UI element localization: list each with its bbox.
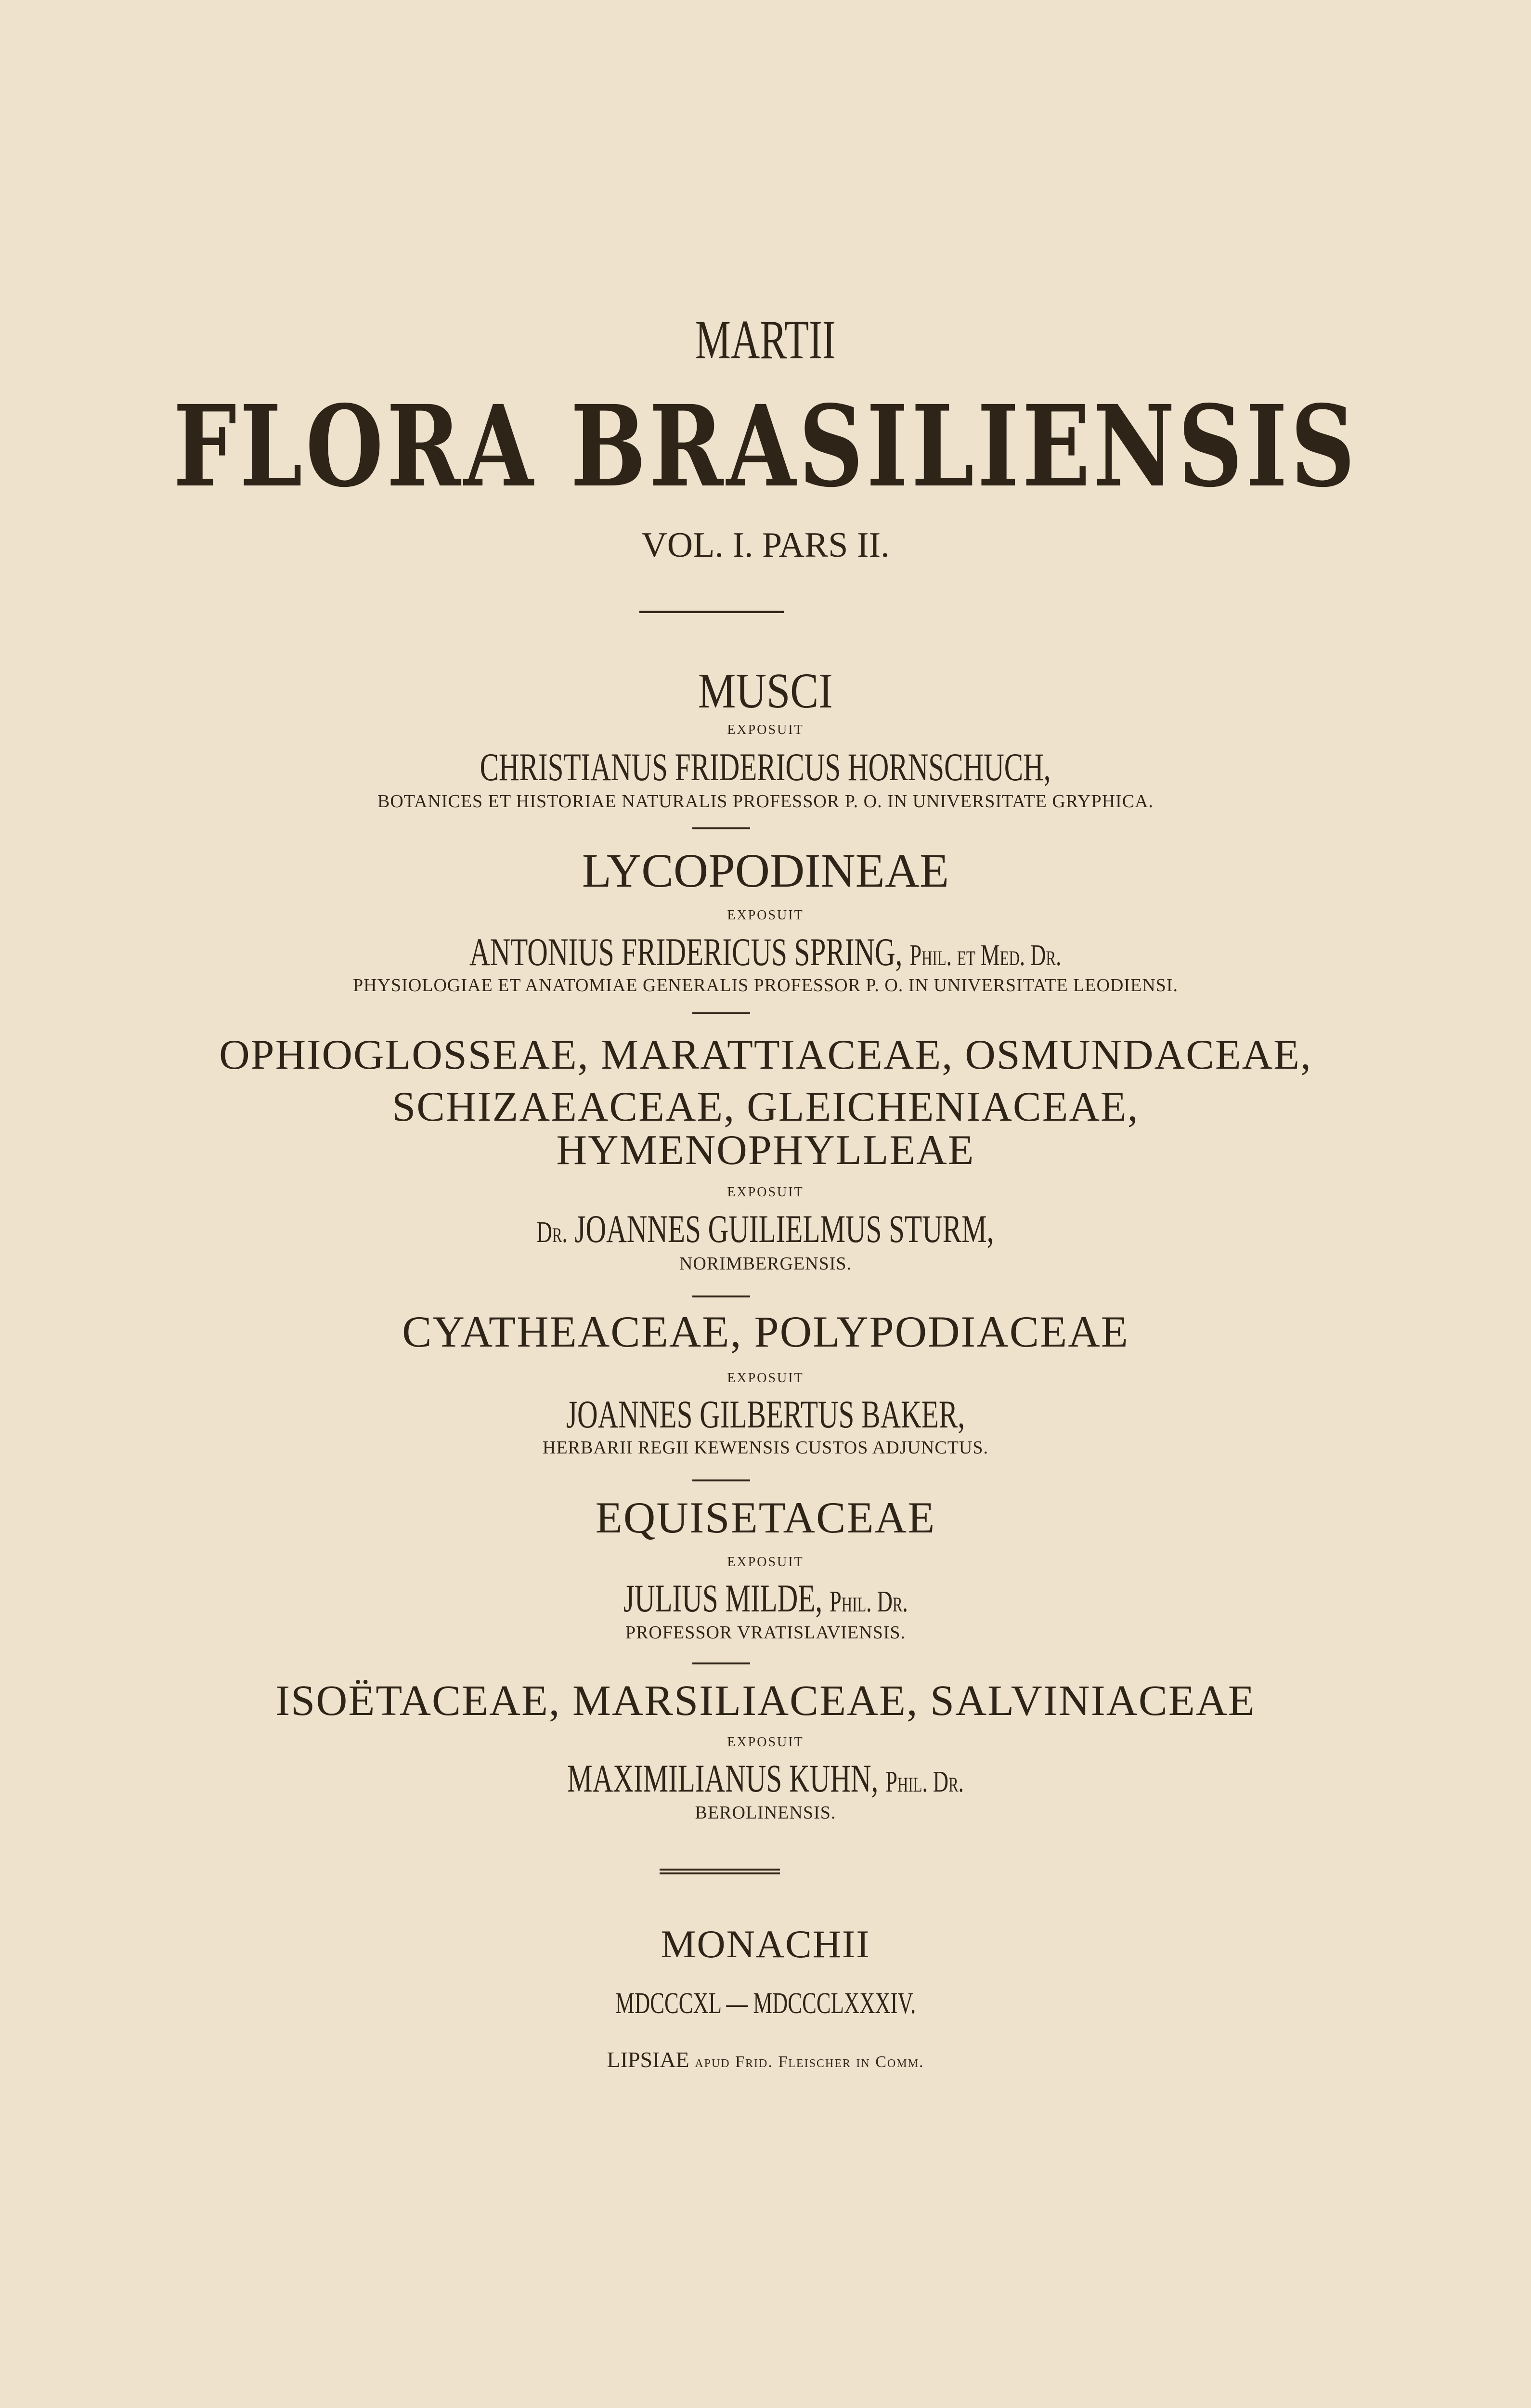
author-name-text: MARTII (695, 309, 836, 371)
exposuit-label: EXPOSUIT (727, 1185, 804, 1200)
exposuit-label: EXPOSUIT (727, 722, 804, 737)
section-affiliation: PROFESSOR VRATISLAVIENSIS. (625, 1623, 906, 1643)
ornamental-divider (660, 1869, 780, 1874)
publisher-city: LIPSIAE (607, 2047, 689, 2072)
section-heading-line-3: HYMENOPHYLLEAE (556, 1127, 975, 1174)
imprint-years-text: MDCCCXL — MDCCCLXXXIV. (615, 1987, 916, 2020)
section-heading-text: MUSCI (698, 663, 833, 719)
section-heading-equisetaceae: EQUISETACEAE (595, 1493, 936, 1542)
section-author-text: JULIUS MILDE, (623, 1576, 822, 1620)
volume-label: VOL. I. PARS II. (641, 525, 890, 565)
section-affiliation: BOTANICES ET HISTORIAE NATURALIS PROFESSOR P. O. IN UNIVERSITATE GRYPHICA. (377, 791, 1154, 811)
author-title: Phil. Dr. (829, 1585, 908, 1618)
section-author-text: MAXIMILIANUS KUHN, (567, 1756, 879, 1800)
publisher-name: apud Frid. Fleischer in Comm. (695, 2053, 924, 2071)
section-author (0, 1392, 1531, 1437)
section-author-group (623, 1576, 908, 1621)
imprint-publisher (0, 2047, 1531, 2072)
section-heading-lycopodineae: LYCOPODINEAE (582, 844, 949, 897)
section-heading-line-2: SCHIZAEACEAE, GLEICHENIACEAE, (392, 1084, 1139, 1130)
section-author-text: ANTONIUS FRIDERICUS SPRING, (469, 930, 903, 974)
section-author-text: JOANNES GUILIELMUS STURM, (574, 1207, 994, 1251)
section-author-group (567, 1756, 964, 1801)
section-heading-isoetaceae: ISOËTACEAE, MARSILIACEAE, SALVINIACEAE (275, 1677, 1256, 1725)
author-title: Phil. Dr. (885, 1766, 964, 1798)
author-prefix: Dr. (537, 1216, 568, 1249)
divider (692, 1662, 750, 1664)
section-author (0, 1206, 1531, 1252)
section-author (0, 1756, 1531, 1801)
section-heading-musci (0, 662, 1531, 720)
section-author (0, 1576, 1531, 1621)
section-author-text: JOANNES GILBERTUS BAKER, (566, 1392, 965, 1436)
imprint-years (0, 1987, 1531, 2021)
author-name (0, 308, 1531, 372)
section-affiliation: HERBARII REGII KEWENSIS CUSTOS ADJUNCTUS. (543, 1438, 988, 1458)
section-author-group (537, 1206, 994, 1252)
main-title-text: FLORA BRASILIENSIS (173, 380, 1358, 512)
section-affiliation: PHYSIOLOGIAE ET ANATOMIAE GENERALIS PROFESSOR P. O. IN UNIVERSITATE LEODIENSI. (353, 975, 1178, 995)
section-heading-cyatheaceae: CYATHEACEAE, POLYPODIACEAE (402, 1307, 1129, 1356)
section-affiliation: BEROLINENSIS. (695, 1803, 836, 1823)
exposuit-label: EXPOSUIT (727, 1555, 804, 1570)
section-author-text: CHRISTIANUS FRIDERICUS HORNSCHUCH, (480, 745, 1051, 789)
exposuit-label: EXPOSUIT (727, 1735, 804, 1750)
main-title (0, 380, 1531, 512)
divider (692, 1012, 750, 1014)
section-heading-line-1: OPHIOGLOSSEAE, MARATTIACEAE, OSMUNDACEAE, (219, 1032, 1312, 1078)
divider (692, 1479, 750, 1481)
section-author (0, 929, 1531, 975)
author-title: Phil. et Med. Dr. (909, 939, 1062, 972)
exposuit-label: EXPOSUIT (727, 1371, 804, 1386)
imprint-city: MONACHII (661, 1922, 870, 1966)
divider (692, 1296, 750, 1297)
section-author (0, 745, 1531, 790)
divider (692, 827, 750, 829)
section-author-group (469, 929, 1061, 975)
exposuit-label: EXPOSUIT (727, 908, 804, 923)
divider (639, 611, 784, 613)
section-affiliation: NORIMBERGENSIS. (679, 1254, 852, 1274)
